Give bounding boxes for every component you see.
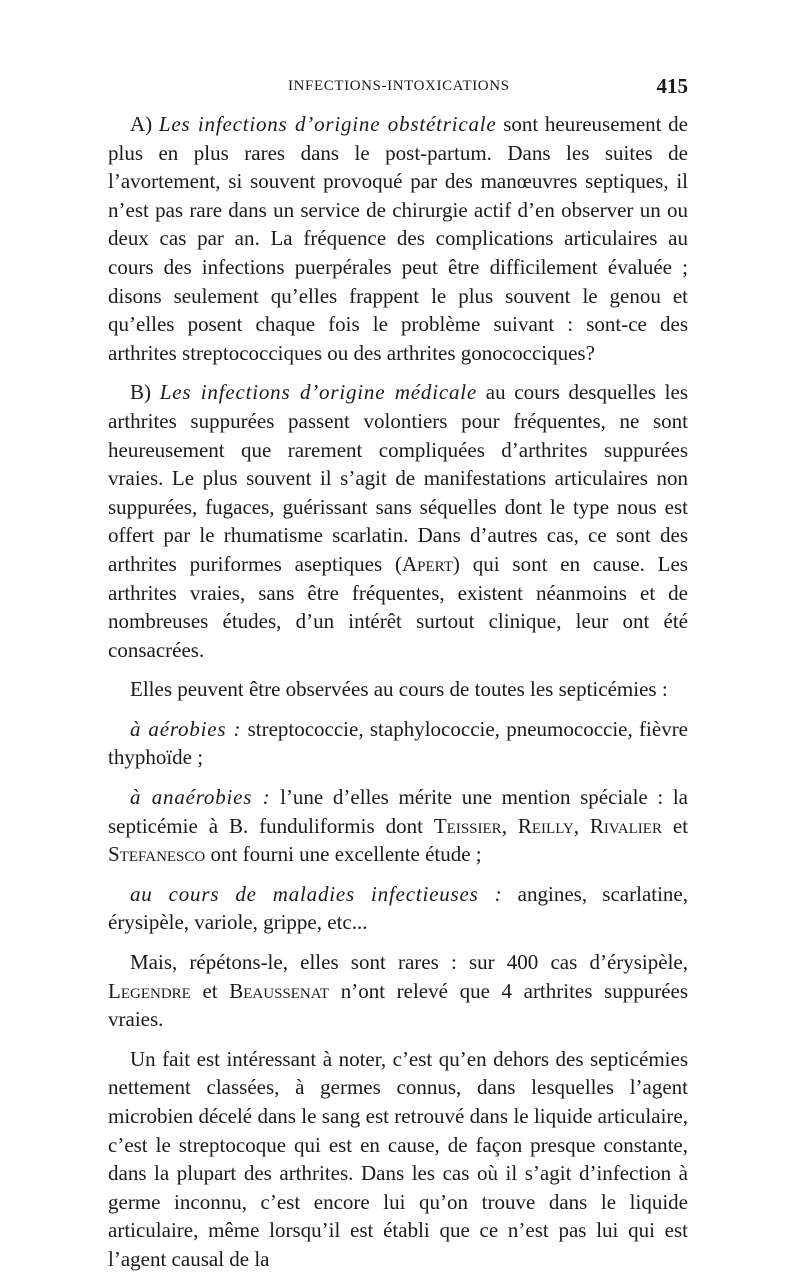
separator: , [573,813,579,838]
author-rivalier: Rivalier [589,813,662,838]
paragraph-h [108,1045,688,1274]
paragraph-h-text: Un fait est intéressant à noter, c’est qu’en dehors des septicémies nettement classées, à germes connus, dans lesquelles l’agent microbien décelé dans le sang est retrouvé dans le liquide articulaire, c’est le streptocoque qui est en cause, de façon presque constante, dans la plupart des arthrites. Dans les cas où il s’agit d’infection à germe inconnu, c’est encore lui qu’on trouve dans le liquide articulaire, même lorsqu’il est établi que ce n’est pas lui qui est l’agent causal de la [108,1046,688,1271]
lead-italic-e: à anaérobies : [130,785,271,810]
separator: et [672,813,689,838]
paragraph-b [108,378,688,664]
lead-italic-a: Les infections d’origine obstétricale [158,112,497,136]
running-title: INFECTIONS-INTOXICATIONS [288,78,510,94]
paragraph-a [108,110,688,367]
author-teissier: Teissier [433,813,502,838]
paragraph-d-text: streptococcie, staphylococcie, pneumococcie, fièvre thyphoïde ; [108,716,689,770]
paragraph-f-text: angines, scarlatine, érysipèle, variole, grippe, etc... [108,881,689,935]
author-legendre: Legendre [108,978,191,1003]
paragraph-g [108,948,688,1034]
running-header [108,74,688,104]
separator: et [202,978,218,1003]
author-reilly: Reilly [517,813,574,838]
paragraph-g-text-1: Mais, répétons-le, elles sont rares : sur 400 cas d’érysipèle, [130,950,688,975]
paragraph-c [108,675,688,704]
lead-italic-d: à aérobies : [130,716,242,741]
paragraph-f [108,880,688,937]
lead-italic-f: au cours de maladies infectieuses : [130,881,503,906]
paragraph-g-text-2: n’ont relevé que 4 arthrites suppurées vraies. [108,978,689,1032]
author-stefanesco: Stefanesco [108,842,206,867]
paragraph-e [108,783,688,869]
paragraph-e-text-1: l’une d’elles mérite une mention spéciale : la septicémie à B. funduliformis dont [108,785,688,838]
paragraph-b-text-1: au cours desquelles les arthrites suppurées passent volontiers pour fréquentes, ne sont heureusement que rarement compliquées d’arthrites suppurées vraies. Le plus souvent il s’agit de manifestations articulaires non suppurées, fugaces, guérissant sans séquelles dont le type nous est offert par le rhumatisme scarlatin. Dans d’autres cas, ce sont des arthrites puriformes aseptiques ( [108,380,688,576]
paragraph-a-text: sont heureusement de plus en plus rares dans le post-partum. Dans les suites de l’avortement, si souvent provoqué par des manœuvres septiques, il n’est pas rare dans un service de chirurgie actif d’en observer un ou deux cas par an. La fréquence des complications articulaires au cours des infections puerpérales peut être difficilement évaluée ; disons seulement qu’elles frappent le plus souvent le genou et qu’elles posent chaque fois le problème suivant : sont-ce des arthrites streptococciques ou des arthrites gonococciques? [108,112,689,365]
paragraph-b-text-2: ) qui sont en cause. Les arthrites vraies, sans être fréquentes, existent néanmoins et de nombreuses études, d’un intérêt surtout clinique, leur ont été consacrées. [108,551,688,662]
section-marker-b: B) [130,380,151,405]
author-beaussenat: Beaussenat [229,978,330,1003]
paragraph-d [108,715,688,772]
page-number: 415 [656,74,688,98]
book-page [108,74,688,1285]
author-apert: Apert [401,551,453,576]
separator: , [501,813,507,838]
section-marker-a: A) [130,112,153,136]
lead-italic-b: Les infections d’origine médicale [159,380,478,405]
paragraph-c-text: Elles peuvent être observées au cours de toutes les septicémies : [130,677,668,702]
paragraph-e-text-2: ont fourni une excellente étude ; [210,842,482,867]
